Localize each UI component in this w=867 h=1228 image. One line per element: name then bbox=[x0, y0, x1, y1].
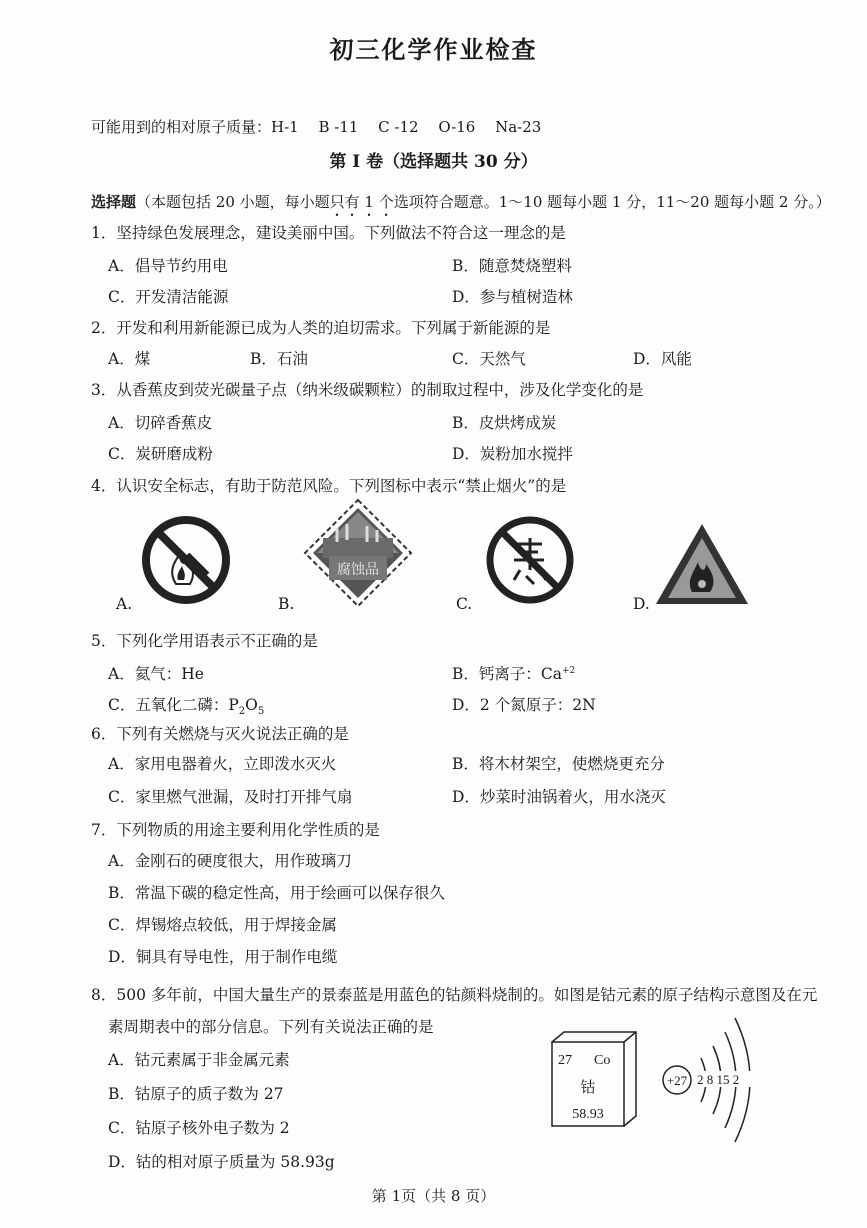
q8-option-a: A．钴元素属于非金属元素 bbox=[108, 1051, 290, 1069]
q8-stem-line1: 8．500 多年前，中国大量生产的景泰蓝是用蓝色的钴颜料烧制的。如图是钴元素的原子结构示意图及在元 bbox=[91, 986, 818, 1004]
q5-option-a: A．氦气：He bbox=[108, 665, 204, 683]
q8-option-d: D．钴的相对原子质量为 58.93g bbox=[108, 1153, 335, 1171]
q5-stem: 5．下列化学用语表示不正确的是 bbox=[91, 632, 318, 650]
flammable-warning-icon bbox=[654, 522, 750, 606]
q2-stem: 2．开发和利用新能源已成为人类的迫切需求。下列属于新能源的是 bbox=[91, 319, 551, 337]
q2-option-a: A．煤 bbox=[108, 350, 151, 368]
q4-option-c: C. bbox=[456, 595, 473, 613]
q5-option-c-sub2: 5 bbox=[257, 706, 265, 718]
q8-option-c: C．钴原子核外电子数为 2 bbox=[108, 1119, 290, 1137]
q3-option-a: A．切碎香蕉皮 bbox=[108, 414, 213, 432]
element-name: 钴 bbox=[580, 1078, 596, 1096]
element-mass: 58.93 bbox=[572, 1107, 604, 1122]
q1-stem: 1．坚持绿色发展理念，建设美丽中国。下列做法不符合这一理念的是 bbox=[91, 224, 566, 242]
q5-option-d: D．2 个氮原子：2N bbox=[452, 696, 596, 714]
q2-option-d: D．风能 bbox=[633, 350, 692, 368]
element-symbol: Co bbox=[594, 1053, 611, 1068]
corrosive-sign-icon bbox=[303, 498, 413, 608]
q7-option-b: B．常温下碳的稳定性高，用于绘画可以保存很久 bbox=[108, 884, 445, 902]
q5-option-b-charge: +2 bbox=[562, 665, 576, 676]
q6-option-a: A．家用电器着火，立即泼水灭火 bbox=[108, 755, 337, 773]
no-cutting-sign-icon bbox=[484, 514, 576, 606]
q3-option-d: D．炭粉加水搅拌 bbox=[452, 445, 573, 463]
q1-option-d: D．参与植树造林 bbox=[452, 288, 573, 306]
q7-stem: 7．下列物质的用途主要利用化学性质的是 bbox=[91, 821, 380, 839]
q1-option-b: B．随意焚烧塑料 bbox=[452, 257, 572, 275]
q1-option-c: C．开发清洁能源 bbox=[108, 288, 229, 306]
q7-option-a: A．金刚石的硬度很大，用作玻璃刀 bbox=[108, 852, 352, 870]
q4-option-d: D. bbox=[633, 595, 650, 613]
q8-option-b: B．钴原子的质子数为 27 bbox=[108, 1085, 284, 1103]
instructions-emphasis: 只有 1 个 bbox=[329, 193, 394, 211]
instructions-post: 选项符合题意。1～10 题每小题 1 分，11～20 题每小题 2 分。） bbox=[393, 193, 831, 211]
q8-stem-line2: 素周期表中的部分信息。下列有关说法正确的是 bbox=[108, 1018, 434, 1036]
page-title: 初三化学作业检查 bbox=[329, 35, 538, 64]
page-footer: 第 1页（共 8 页） bbox=[371, 1187, 496, 1205]
q6-option-c: C．家里燃气泄漏，及时打开排气扇 bbox=[108, 788, 353, 806]
q7-option-d: D．铜具有导电性，用于制作电缆 bbox=[108, 948, 338, 966]
q6-option-b: B．将木材架空，使燃烧更充分 bbox=[452, 755, 665, 773]
q6-stem: 6．下列有关燃烧与灭火说法正确的是 bbox=[91, 725, 349, 743]
instructions bbox=[91, 191, 831, 220]
element-number: 27 bbox=[558, 1053, 572, 1068]
q5-option-b-text: B．钙离子：Ca bbox=[452, 665, 562, 683]
q2-option-b: B．石油 bbox=[250, 350, 308, 368]
q7-option-c: C．焊锡熔点较低，用于焊接金属 bbox=[108, 916, 337, 934]
corrosive-sign-label: 腐蚀品 bbox=[337, 562, 379, 578]
q4-option-a: A. bbox=[116, 595, 133, 613]
q1-option-a: A．倡导节约用电 bbox=[108, 257, 228, 275]
section-title: 第 I 卷（选择题共 30 分） bbox=[329, 152, 538, 172]
q2-option-c: C．天然气 bbox=[452, 350, 526, 368]
q5-option-c-text: C．五氧化二磷：P bbox=[108, 696, 239, 714]
no-fire-sign-icon bbox=[140, 514, 232, 606]
nucleus-charge: +27 bbox=[666, 1073, 688, 1088]
instructions-pre: （本题包括 20 小题，每小题 bbox=[136, 193, 330, 211]
atomic-structure-diagram bbox=[655, 1010, 770, 1150]
instructions-label: 选择题 bbox=[91, 193, 137, 211]
q3-option-c: C．炭研磨成粉 bbox=[108, 445, 213, 463]
q4-option-b: B. bbox=[278, 595, 295, 613]
q4-stem: 4．认识安全标志，有助于防范风险。下列图标中表示“禁止烟火”的是 bbox=[91, 477, 567, 495]
atomic-masses: 可能用到的相对原子质量：H-1 B -11 C -12 O-16 Na-23 bbox=[91, 118, 542, 136]
q5-option-c bbox=[108, 693, 264, 717]
electron-shells: 2 8 15 2 bbox=[697, 1072, 740, 1087]
q3-stem: 3．从香蕉皮到荧光碳量子点（纳米级碳颗粒）的制取过程中，涉及化学变化的是 bbox=[91, 381, 644, 399]
q5-option-c-sub1: 2 bbox=[238, 706, 246, 718]
q5-option-b bbox=[452, 662, 575, 684]
q6-option-d: D．炒菜时油锅着火，用水浇灭 bbox=[452, 788, 666, 806]
q3-option-b: B．皮烘烤成炭 bbox=[452, 414, 557, 432]
q5-option-c-o: O bbox=[245, 696, 258, 714]
periodic-table-cell bbox=[550, 1030, 640, 1130]
